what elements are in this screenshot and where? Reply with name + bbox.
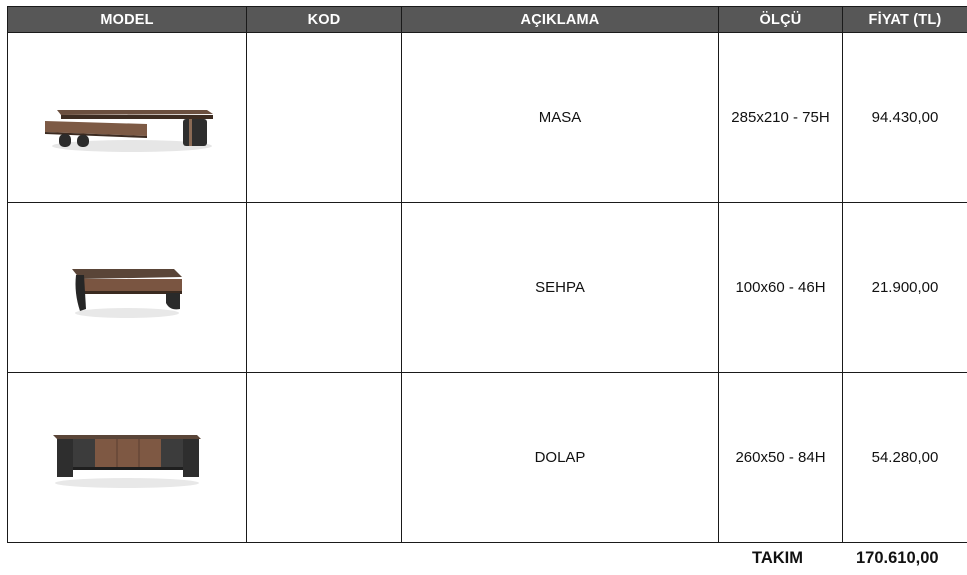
price-table bbox=[7, 6, 967, 543]
model-cell bbox=[8, 33, 247, 203]
model-cell bbox=[8, 203, 247, 373]
executive-desk-thumbnail-icon bbox=[37, 78, 217, 158]
header-olcu: ÖLÇÜ bbox=[719, 7, 843, 33]
total-value: 170.610,00 bbox=[856, 549, 939, 567]
header-aciklama: AÇIKLAMA bbox=[402, 7, 719, 33]
fiyat-cell: 94.430,00 bbox=[843, 33, 967, 203]
kod-cell bbox=[247, 33, 402, 203]
coffee-table-thumbnail-icon bbox=[62, 253, 192, 323]
header-kod: KOD bbox=[247, 7, 402, 33]
total-label: TAKIM bbox=[752, 549, 804, 567]
olcu-cell: 260x50 - 84H bbox=[719, 373, 843, 543]
fiyat-cell: 54.280,00 bbox=[843, 373, 967, 543]
header-model: MODEL bbox=[8, 7, 247, 33]
aciklama-cell: DOLAP bbox=[402, 373, 719, 543]
header-fiyat: FİYAT (TL) bbox=[843, 7, 967, 33]
sideboard-cabinet-thumbnail-icon bbox=[47, 423, 207, 493]
table-row bbox=[8, 203, 967, 373]
kod-cell bbox=[247, 203, 402, 373]
table-header-row bbox=[8, 7, 967, 33]
olcu-cell: 285x210 - 75H bbox=[719, 33, 843, 203]
model-cell bbox=[8, 373, 247, 543]
aciklama-cell: MASA bbox=[402, 33, 719, 203]
fiyat-cell: 21.900,00 bbox=[843, 203, 967, 373]
aciklama-cell: SEHPA bbox=[402, 203, 719, 373]
table-row bbox=[8, 33, 967, 203]
olcu-cell: 100x60 - 46H bbox=[719, 203, 843, 373]
table-row bbox=[8, 373, 967, 543]
kod-cell bbox=[247, 373, 402, 543]
